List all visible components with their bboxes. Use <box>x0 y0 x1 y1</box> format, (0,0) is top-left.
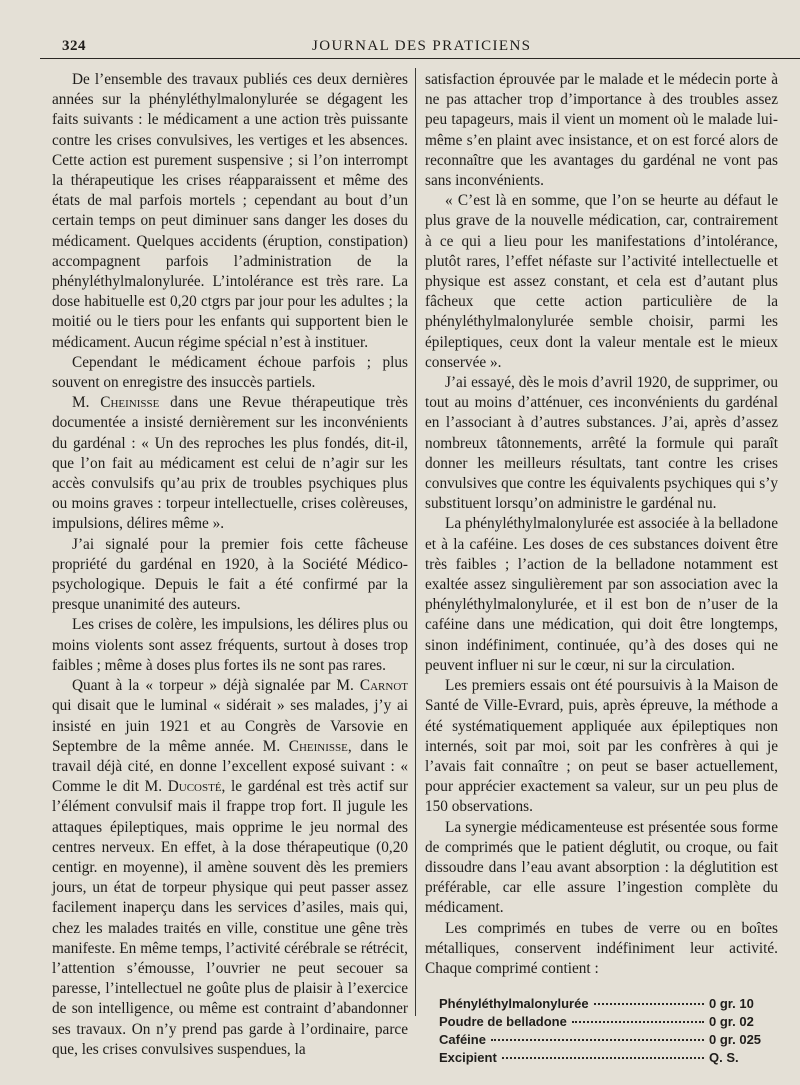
paragraph: Les comprimés en tubes de verre ou en boîtes métalliques, conservent indéfiniment leur activité. Chaque comprimé contient : <box>425 919 778 977</box>
paragraph <box>52 676 408 1060</box>
ingredient-name: Poudre de belladone <box>439 1014 567 1030</box>
formula-row <box>439 1031 769 1049</box>
column-divider <box>415 68 416 1016</box>
paragraph-text: , dans le travail déjà cité, en donne l’excellent exposé suivant : « Comme le dit M. <box>52 737 408 796</box>
author-name: Cheinisse <box>288 737 348 755</box>
author-name: Ducosté <box>167 778 222 796</box>
author-name: Carnot <box>359 677 408 695</box>
leader-dots <box>502 1057 704 1059</box>
paragraph: La synergie médicamenteuse est présentée sous forme de comprimés que le patient déglutit, ou croque, ou fait dissoudre dans l’eau avant absorption : la déglutition est préférable, car elle assure l’ingestion complète du médicament. <box>425 818 778 917</box>
paragraph-text: Quant à la « torpeur » déjà signalée par M. <box>72 677 360 695</box>
paragraph: Cependant le médicament échoue parfois ; plus souvent on enregistre des insuccès partiels. <box>52 353 408 392</box>
paragraph: Les premiers essais ont été poursuivis à la Maison de Santé de Ville-Evrard, puis, après épreuve, la méthode a été systématiquement appliquée aux épileptiques non internés, soit par moi, soit par les confrères à qui je l’avais fait connaître ; on peut se baser actuellement, pour apprécier exactement sa valeur, sur un peu plus de 150 observations. <box>425 677 778 816</box>
page-number: 324 <box>62 38 86 54</box>
paragraph: De l’ensemble des travaux publiés ces deux dernières années sur la phényléthylmalonylurée se dégagent les faits suivants : le médicament a une action très puissante contre les crises convulsives, les vertiges et les absences. Cette action est purement suspensive ; si l’on interrompt la thérapeutique les crises réapparaissent et même des états de mal parfois mortels ; cependant au bout d’un certain temps on peut diminuer sans danger les doses du médicament. Quelques accidents (éruption, constipation) accompagnent parfois l’administration de la phényléthylmalonylurée. L’intolérance est très rare. La dose habituelle est 0,20 ctgrs par jour pour les adultes ; la moitié ou le tiers pour les enfants qui supportent bien le médicament. Aucun régime spécial n’est à instituer. <box>52 71 408 351</box>
paragraph <box>52 393 408 534</box>
formula-row <box>439 1049 769 1067</box>
ingredient-name: Caféine <box>439 1032 486 1048</box>
paragraph: Les crises de colère, les impulsions, les délires plus ou moins violents sont assez fréquents, surtout à doses trop faibles ; même à doses plus fortes ils ne sont pas rares. <box>52 616 408 674</box>
paragraph: J’ai essayé, dès le mois d’avril 1920, de supprimer, ou tout au moins d’atténuer, ces inconvénients du gardénal en l’associant à d’autres substances. J’ai, après d’assez nombreux tâtonnements, arrêté la formule qui paraît donner les meilleurs résultats, tant contre les crises convulsives que contre les équivalents psychiques qui s’y substituent lorsqu’on administre le gardénal nu. <box>425 374 778 513</box>
running-title: JOURNAL DES PRATICIENS <box>312 38 532 54</box>
leader-dots <box>594 1003 704 1005</box>
right-column <box>425 70 778 1067</box>
paragraph: J’ai signalé pour la premier fois cette fâcheuse propriété du gardénal en 1920, à la Société Médico-psychologique. Depuis le fait a été confirmé par la presque unanimité des auteurs. <box>52 535 408 614</box>
page-header <box>62 38 782 64</box>
ingredient-name: Phényléthylmalonylurée <box>439 996 589 1012</box>
ingredient-quantity: 0 gr. 02 <box>709 1014 754 1030</box>
ingredient-name: Excipient <box>439 1050 497 1066</box>
formula-table <box>439 995 769 1067</box>
ingredient-quantity: 0 gr. 025 <box>709 1032 762 1048</box>
paragraph: La phényléthylmalonylurée est associée à la belladone et à la caféine. Les doses de ces substances doivent être très faibles ; l’action de la belladone notamment est exaltée assez singulièrement par son association avec la phényléthylmalonylurée, et il est bon de n’user de la caféine dans une médication, qui doit être longtemps, sinon indéfiniment, continuée, qu’à des doses qui ne peuvent influer ni sur le cœur, ni sur la circulation. <box>425 515 778 674</box>
paragraph: satisfaction éprouvée par le malade et le médecin porte à ne pas attacher trop d’importance à des troubles assez peu tapageurs, mais il vient un moment où le malade lui-même s’en plaint avec insistance, et on est forcé alors de reconnaître que les avantages du gardénal ne vont pas sans inconvénients. <box>425 71 778 190</box>
ingredient-quantity: Q. S. <box>709 1050 739 1066</box>
paragraph-text: qui disait que le luminal « sidérait » ses malades, j’y ai insisté en juin 1921 et au Congrès de Varsovie en Septembre de la même année. M. <box>52 697 408 755</box>
author-name: M. Cheinisse <box>72 394 160 412</box>
formula-row <box>439 1013 769 1031</box>
ingredient-quantity: 0 gr. 10 <box>709 996 754 1012</box>
left-column <box>52 70 408 1060</box>
paragraph: « C’est là en somme, que l’on se heurte au défaut le plus grave de la nouvelle médication, car, contrairement à ce qui a lieu pour les manifestations d’intolérance, plutôt rares, l’effet néfaste sur l’activité intellectuelle et physique est assez constant, et cela est d’autant plus fâcheux que cette action particulière de la phényléthylmalonylurée semble choisir, parmi les épileptiques, ceux dont la valeur mentale est le mieux conservée ». <box>425 192 778 371</box>
paragraph-text: , le gardénal est très actif sur l’élément convulsif mais il frappe trop fort. Il jugule les attaques épileptiques, mais opprime le jeu normal des centres nerveux. En effet, à la dose thérapeutique (0,20 centigr. en moyenne), il amène souvent dès les premiers jours, un état de torpeur physique qui peut passer assez facilement inaperçu dans les services d’asiles, mais qui, chez les malades traités en ville, constitue une gêne très manifeste. En même temps, l’activité cérébrale se rétrécit, l’attention s’émousse, l’ouvrier ne peut secouer sa paresse, l’intellectuel ne goûte plus de plaisir à l’exercice de son intelligence, ou même est contraint d’abandonner ses travaux. On n’y prend pas garde à l’ordinaire, parce que, les crises convulsives suspendues, la <box>52 778 408 1058</box>
leader-dots <box>491 1039 704 1041</box>
leader-dots <box>572 1021 704 1023</box>
header-rule <box>40 58 800 59</box>
formula-row <box>439 995 769 1013</box>
paragraph-text: dans une Revue thérapeutique très documentée a insisté dernièrement sur les inconvénients du gardénal : « Un des reproches les plus fondés, dit-il, que l’on fait au médicament est celui de n’agir sur les accès convulsifs qu’au prix de troubles psychiques plus ou moins graves : torpeur intellectuelle, crises colèreuses, impulsions, délires même ». <box>52 394 408 533</box>
